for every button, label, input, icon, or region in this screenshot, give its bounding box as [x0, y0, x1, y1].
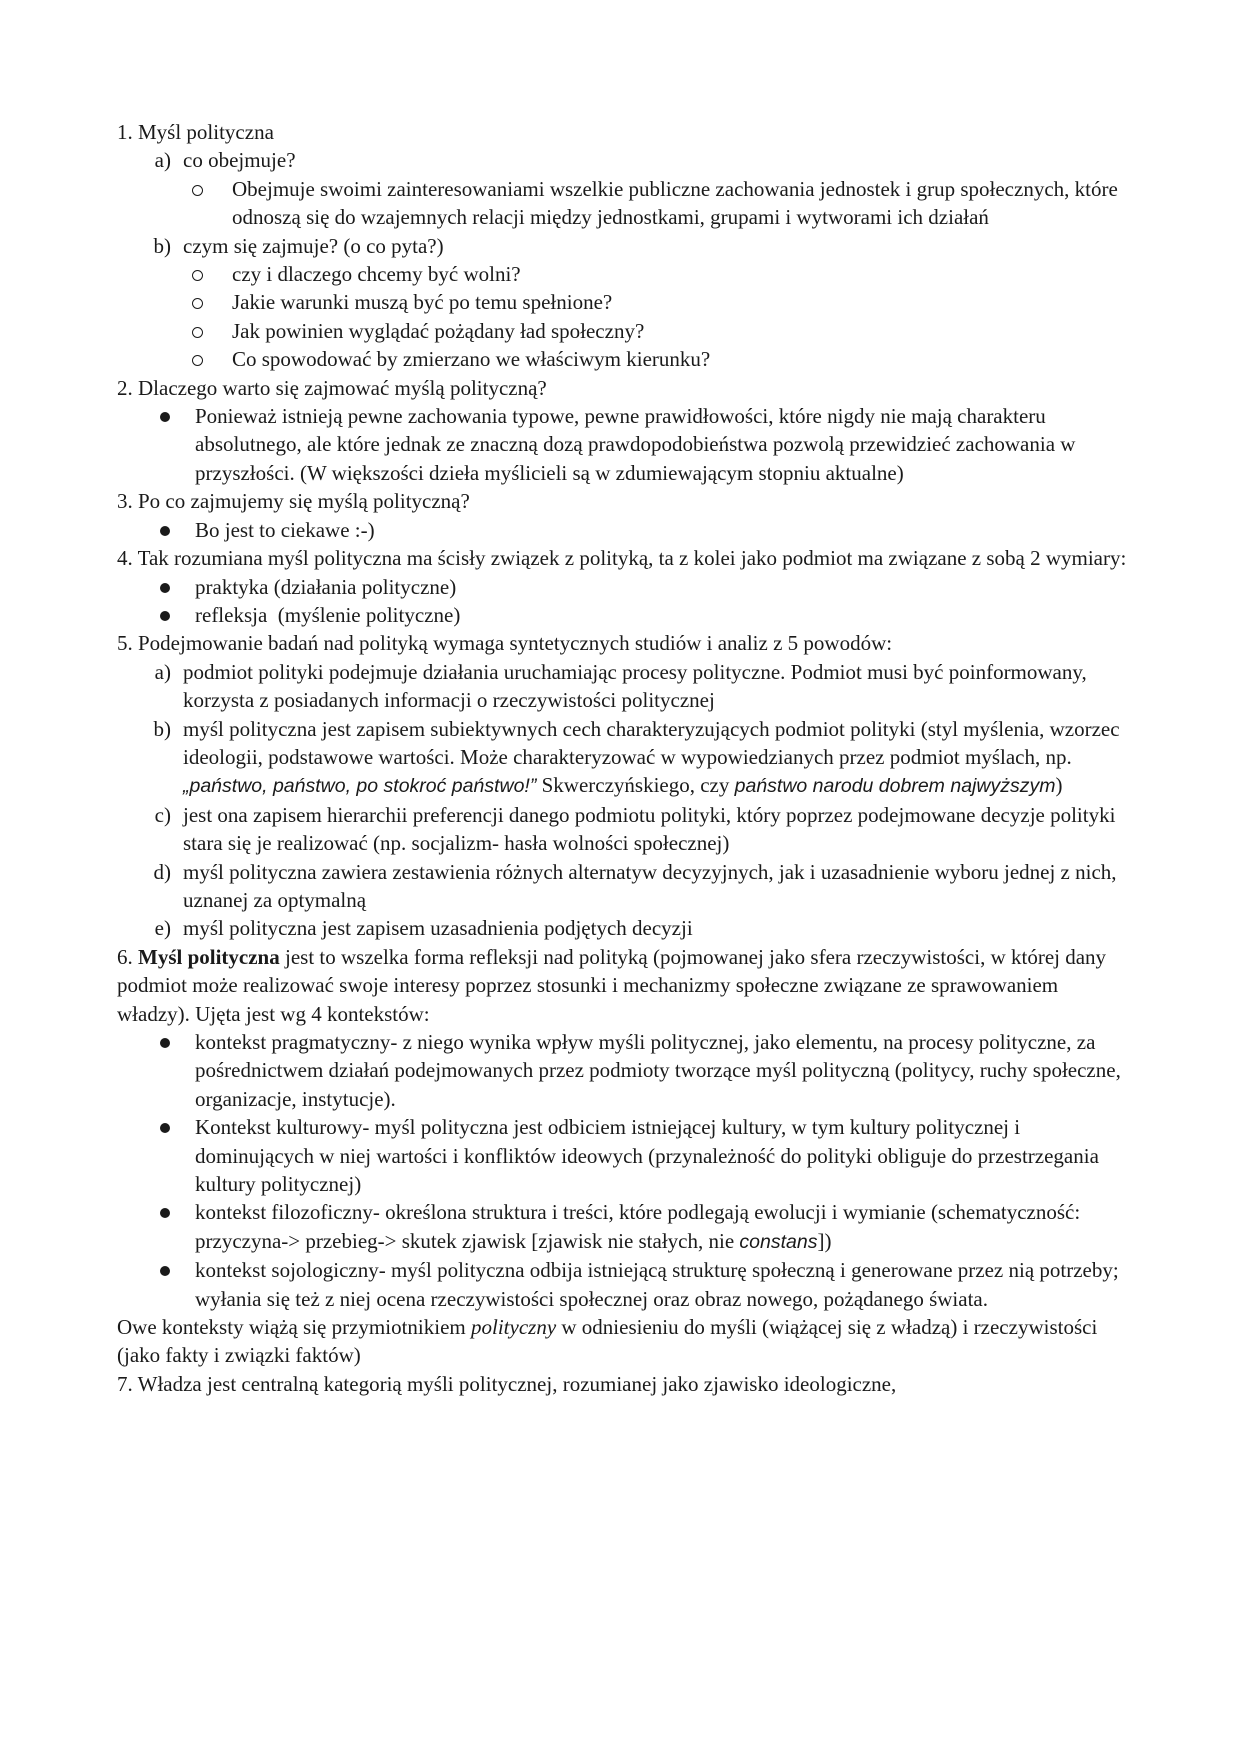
bullet-icon	[155, 1028, 195, 1056]
list-item	[117, 317, 1127, 345]
circle-bullet-icon	[192, 317, 232, 345]
list-marker: a)	[154, 659, 171, 684]
list-item-text: Kontekst kulturowy- myśl polityczna jest odbiciem istniejącej kultury, w tym kultury politycznej i dominujących w niej wartości i konfliktów ideowych (przynależność do polityki obliguje do przestrzegania kultury politycznej)	[195, 1115, 1099, 1197]
list-item	[117, 516, 1127, 544]
italic-term: polityczny	[471, 1315, 557, 1340]
list-item	[117, 345, 1127, 373]
circle-bullet-icon	[192, 345, 232, 373]
list-item-text: kontekst sojologiczny- myśl polityczna odbija istniejącą strukturę społeczną i generowane przez nią potrzeby; wyłania się też z niej ocena rzeczywistości społecznej oraz obraz nowego, pożądanego świata.	[195, 1258, 1119, 1311]
bullet-icon	[155, 402, 195, 430]
list-marker: c)	[154, 802, 171, 827]
list-item	[117, 1113, 1127, 1198]
list-item-text: kontekst pragmatyczny- z niego wynika wpływ myśli politycznej, jako elementu, na procesy polityczne, za pośrednictwem działań podejmowanych przez podmioty tworzące myśl polityczną (politycy, ruchy społeczne, organizacje, instytucje).	[195, 1030, 1121, 1111]
text-run: w odniesieniu do myśli (wiążącej się z władzą) i rzeczywistości (jako fakty i związki faktów)	[117, 1315, 1098, 1368]
list-marker: b)	[153, 233, 171, 258]
section-4-heading: 4. Tak rozumiana myśl polityczna ma ścisły związek z polityką, ta z kolei jako podmiot ma związane z sobą 2 wymiary:	[117, 546, 1127, 571]
list-item	[117, 146, 1127, 174]
italic-term: constans	[739, 1230, 818, 1253]
bullet-icon	[155, 1113, 195, 1141]
text-run: Owe konteksty wiążą się przymiotnikiem	[117, 1315, 471, 1340]
circle-bullet-icon	[192, 260, 232, 288]
list-item-text: jest ona zapisem hierarchii preferencji danego podmiotu polityki, który poprzez podejmowane decyzje polityki stara się je realizować (np. socjalizm- hasła wolności społecznej)	[183, 802, 1116, 856]
list-item	[117, 402, 1127, 487]
section-5-heading: 5. Podejmowanie badań nad polityką wymaga syntetycznych studiów i analiz z 5 powodów:	[117, 631, 893, 656]
circle-bullet-icon	[192, 175, 232, 203]
text-run: )	[1055, 773, 1063, 798]
list-item-text: myśl polityczna zawiera zestawienia różnych alternatyw decyzyjnych, jak i uzasadnienie wyboru jednej z nich, uznanej za optymalną	[183, 859, 1117, 912]
list-item	[117, 801, 1127, 858]
list-item-text: refleksja (myślenie polityczne)	[195, 602, 461, 627]
list-item	[117, 715, 1127, 801]
list-item	[117, 260, 1127, 288]
list-item-text: czy i dlaczego chcemy być wolni?	[232, 262, 521, 287]
list-item-text: co obejmuje?	[183, 148, 296, 173]
bullet-icon	[155, 1198, 195, 1226]
text-run: ])	[817, 1228, 832, 1253]
section-2-heading: 2. Dlaczego warto się zajmować myślą polityczną?	[117, 375, 547, 400]
text-run: myśl polityczna jest zapisem subiektywnych cech charakteryzujących podmiot polityki (styl myślenia, wzorzec ideologii, podstawowe wartości. Może charakteryzować w wypowiedzianych przez podmiot myślach, np.	[183, 716, 1120, 769]
italic-quote: „państwo, państwo, po stokroć państwo!”	[183, 775, 537, 798]
list-item-text: myśl polityczna jest zapisem uzasadnienia podjętych decyzji	[183, 916, 693, 941]
list-item-text: praktyka (działania polityczne)	[195, 574, 457, 599]
circle-bullet-icon	[192, 288, 232, 316]
section-6-closing	[117, 1313, 1127, 1370]
list-marker: e)	[154, 916, 171, 941]
bullet-icon	[155, 516, 195, 544]
list-item	[117, 858, 1127, 915]
list-item-text: Jak powinien wyglądać pożądany ład społeczny?	[232, 318, 645, 343]
document-body	[117, 118, 1127, 1398]
list-marker: a)	[154, 148, 171, 173]
list-item	[117, 1028, 1127, 1113]
list-item-text: Bo jest to ciekawe :-)	[195, 517, 375, 542]
list-item	[117, 288, 1127, 316]
list-marker: d)	[153, 859, 171, 884]
bullet-icon	[155, 1256, 195, 1284]
list-item	[117, 573, 1127, 601]
section-1-heading: 1. Myśl polityczna	[117, 120, 274, 144]
list-item	[117, 1198, 1127, 1256]
italic-quote: państwo narodu dobrem najwyższym	[734, 775, 1056, 798]
list-item-text: podmiot polityki podejmuje działania uruchamiając procesy polityczne. Podmiot musi być poinformowany, korzysta z posiadanych informacji o rzeczywistości politycznej	[183, 659, 1087, 713]
list-item-text: Co spowodować by zmierzano we właściwym kierunku?	[232, 347, 711, 372]
section-6-paragraph	[117, 943, 1127, 1028]
list-item-text: Obejmuje swoimi zainteresowaniami wszelkie publiczne zachowania jednostek i grup społecznych, które odnoszą się do wzajemnych relacji między jednostkami, grupami i wytworami ich działań	[232, 176, 1118, 230]
list-item-text	[183, 715, 1127, 801]
bullet-icon	[155, 573, 195, 601]
list-item	[117, 914, 1127, 942]
list-item-text: czym się zajmuje? (o co pyta?)	[183, 233, 444, 258]
list-item	[117, 232, 1127, 260]
list-item	[117, 175, 1127, 232]
list-item-text: Jakie warunki muszą być po temu spełnione?	[232, 290, 613, 315]
list-item	[117, 1256, 1127, 1313]
list-marker: b)	[153, 716, 171, 741]
bullet-icon	[155, 601, 195, 629]
list-item-text	[195, 1198, 1127, 1256]
text-run: 6.	[117, 944, 138, 969]
text-run: Skwerczyńskiego, czy	[536, 773, 735, 798]
text-run: jest to wszelka forma refleksji nad polityką (pojmowanej jako sfera rzeczywistości, w której dany podmiot może realizować swoje interesy poprzez stosunki i mechanizmy społeczne związane ze sprawowaniem władzy). Ujęta jest wg 4 kontekstów:	[117, 944, 1107, 1026]
section-3-heading: 3. Po co zajmujemy się myślą polityczną?	[117, 489, 470, 514]
list-item	[117, 658, 1127, 715]
list-item	[117, 601, 1127, 629]
bold-term: Myśl polityczna	[138, 944, 280, 969]
list-item-text: Ponieważ istnieją pewne zachowania typowe, pewne prawidłowości, które nigdy nie mają charakteru absolutnego, ale które jednak ze znaczną dozą prawdopodobieństwa pozwolą przewidzieć zachowania w przyszłości. (W większości dzieła myślicieli są w zdumiewającym stopniu aktualne)	[195, 404, 1076, 485]
text-run: kontekst filozoficzny- określona struktura i treści, które podlegają ewolucji i wymianie (schematyczność: przyczyna-> przebieg-> skutek zjawisk [zjawisk nie stałych, nie	[195, 1200, 1081, 1253]
section-7-heading: 7. Władza jest centralną kategorią myśli politycznej, rozumianej jako zjawisko ideologiczne,	[117, 1371, 897, 1396]
